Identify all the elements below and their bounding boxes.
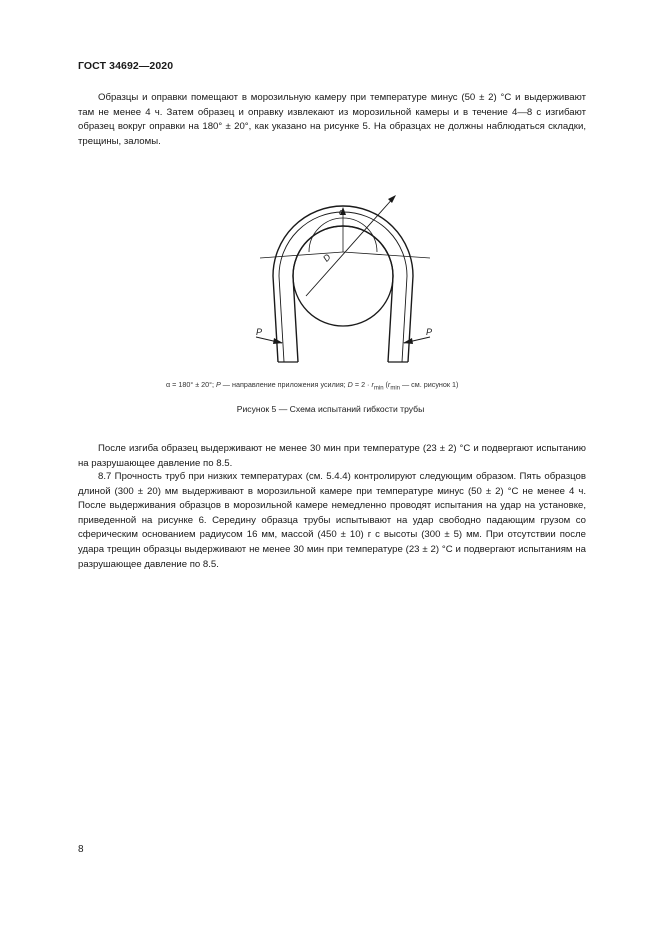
diameter-label: D (320, 251, 333, 264)
page-number: 8 (78, 844, 84, 855)
force-arrow-left-head (273, 338, 283, 344)
paragraph-section-8-7: 8.7 Прочность труб при низких температурах (см. 5.4.4) контролируют следующим образом. Пять образцов длиной (300 ± 20) мм выдерживают в морозильной камере при температуре минус (50 ± 2) °С не менее 4 ч. После выдерживания образцов в морозильной камере немедленно проводят испытания на удар на установке, приведенной на рисунке 6. Середину образца трубы испытывают на удар свободно падающим грузом со сферическим основанием радиусом 16 мм, массой (450 ± 10) г с высоты (300 ± 5) мм. При отсутствии после удара трещин образцы выдерживают не менее 30 мин при температуре (23 ± 2) °С и подвергают испытаниям на разрушающее давление по 8.5. (78, 471, 586, 570)
diameter-line (306, 196, 395, 296)
force-label-left: P (256, 327, 263, 337)
extension-line-right (343, 252, 430, 258)
paragraph-freezing-procedure: Образцы и оправки помещают в морозильную камеру при температуре минус (50 ± 2) °С и выдерживают там не менее 4 ч. Затем образец и оправку извлекают из морозильной камеры и в течение 4—8 с изгибают образец вокруг оправки на 180° ± 20°, как указано на рисунке 5. На образцах не должны наблюдаться складки, трещины, заломы. (78, 92, 586, 147)
force-arrow-right-head (403, 338, 413, 344)
paragraph-after-bending: После изгиба образец выдерживают не менее 30 мин при температуре (23 ± 2) °С и подвергают испытанию на разрушающее давление по 8.5. (78, 443, 586, 469)
alpha-label: α (339, 207, 345, 217)
document-header: ГОСТ 34692—2020 (78, 60, 174, 72)
force-label-right: P (426, 327, 433, 337)
diameter-arrow-head (388, 195, 396, 203)
figure-legend: α = 180° ± 20°; P — направление приложения усилия; $D = 2 \cdot r_{min}$ ($r_{min}$ — см. рисунок 1) (166, 380, 459, 392)
figure-caption: Рисунок 5 — Схема испытаний гибкости трубы (236, 404, 425, 414)
figure-5-bend-test-diagram (230, 178, 440, 378)
